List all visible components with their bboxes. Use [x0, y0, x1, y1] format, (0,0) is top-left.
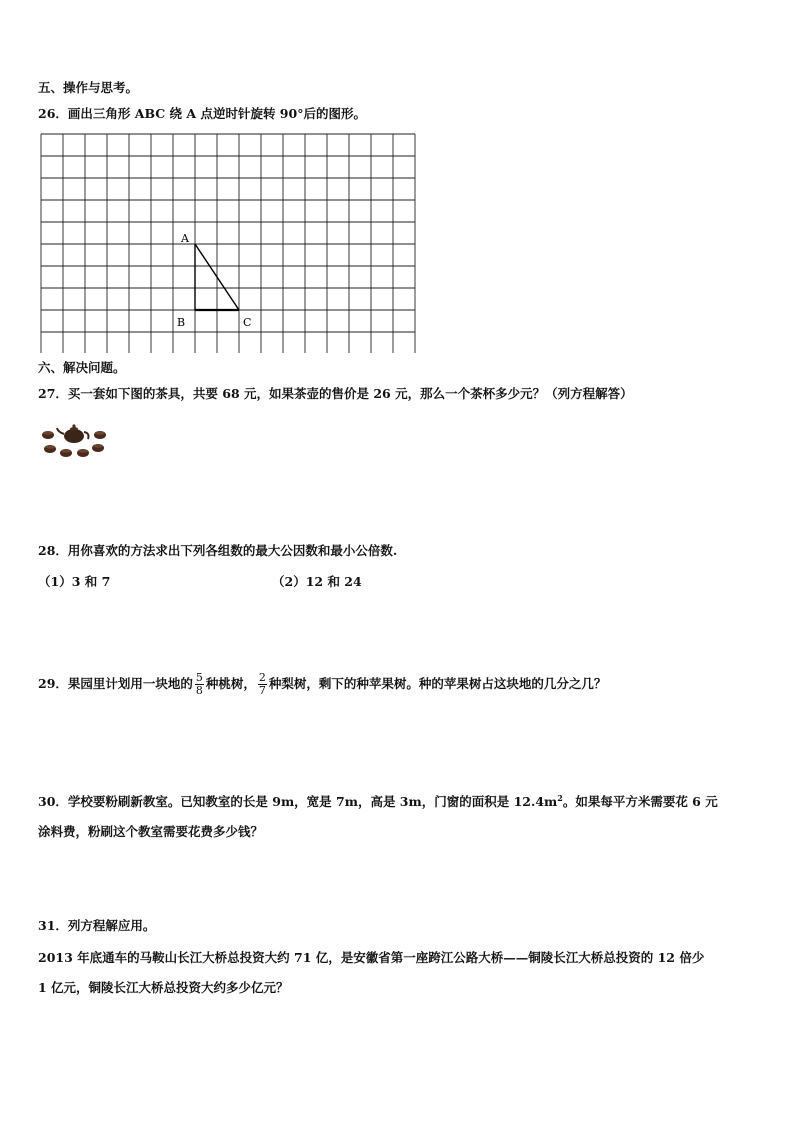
- question-30-text-b: 。如果每平方米需要花 6 元: [562, 794, 718, 809]
- question-29-text-a: 29．果园里计划用一块地的: [38, 676, 193, 691]
- question-30-text-a: 30．学校要粉刷新教室。已知教室的长是 9m，宽是 7m，高是 3m，门窗的面积是 12.4m: [38, 794, 558, 809]
- question-29-text-c: 种梨树，剩下的种苹果树。种的苹果树占这块地的几分之几？: [268, 676, 607, 691]
- fraction-denominator: 7: [258, 684, 266, 697]
- teapot-and-cups-icon: [38, 420, 110, 462]
- fraction-five-eighths: [195, 672, 204, 697]
- question-29: [38, 672, 606, 697]
- question-31-line-2: 1 亿元，铜陵长江大桥总投资大约多少亿元？: [38, 980, 289, 995]
- squared-superscript: 2: [557, 792, 563, 803]
- fraction-two-sevenths: [258, 672, 267, 697]
- question-28-part-2: （2）12 和 24: [272, 574, 362, 589]
- question-27: 27．买一套如下图的茶具，共要 68 元，如果茶壶的售价是 26 元，那么一个茶杯多少元？（列方程解答）: [38, 386, 633, 401]
- section-6-heading: 六、解决问题。: [38, 360, 126, 375]
- question-31-line-1: 2013 年底通车的马鞍山长江大桥总投资大约 71 亿，是安徽省第一座跨江公路大桥——铜陵长江大桥总投资的 12 倍少: [38, 950, 705, 965]
- question-30-line-2: 涂料费，粉刷这个教室需要花费多少钱？: [38, 824, 264, 839]
- question-31: 31．列方程解应用。: [38, 918, 156, 933]
- vertex-label-b: B: [177, 316, 186, 329]
- question-29-text-b: 种桃树，: [205, 676, 256, 691]
- vertex-label-c: C: [243, 316, 252, 329]
- rotation-grid: [40, 133, 418, 353]
- question-30: [38, 792, 718, 810]
- grid-lines: [41, 134, 415, 353]
- question-26: 26．画出三角形 ABC 绕 A 点逆时针旋转 90°后的图形。: [38, 106, 366, 121]
- fraction-numerator: 2: [258, 671, 266, 684]
- vertex-label-a: A: [181, 232, 189, 245]
- fraction-denominator: 8: [195, 684, 203, 697]
- question-28-part-1: （1）3 和 7: [38, 574, 111, 589]
- section-5-heading: 五、操作与思考。: [38, 80, 139, 95]
- question-28: 28．用你喜欢的方法求出下列各组数的最大公因数和最小公倍数.: [38, 543, 398, 558]
- fraction-numerator: 5: [195, 671, 203, 684]
